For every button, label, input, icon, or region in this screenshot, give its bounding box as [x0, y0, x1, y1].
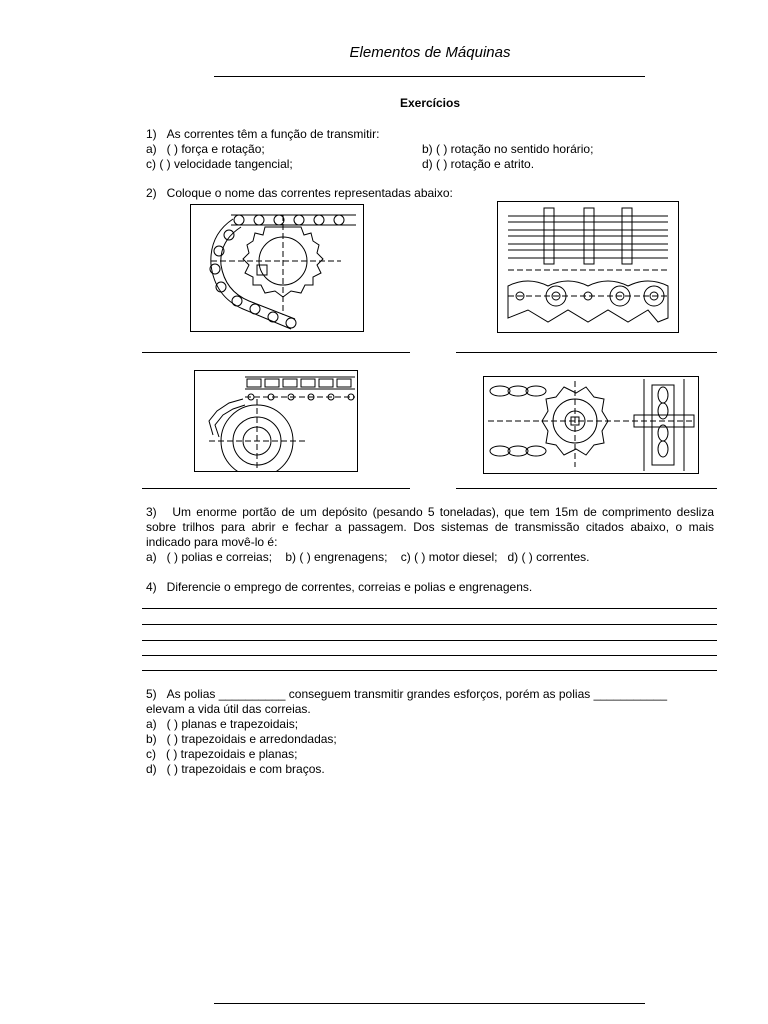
silent-chain-sprocket-drawing: [195, 371, 357, 471]
footer-rule: [214, 1003, 645, 1004]
header-rule: [214, 76, 645, 77]
q3-options: a) ( ) polias e correias; b) ( ) engrenagens; c) ( ) motor diesel; d) ( ) correntes.: [146, 550, 590, 564]
answer-line-figure-3[interactable]: [142, 488, 410, 489]
q5-line-1: 5) As polias __________ conseguem transmitir grandes esforços, porém as polias ___________: [146, 687, 667, 701]
q1-option-c: c) ( ) velocidade tangencial;: [146, 157, 293, 171]
q4-stem: 4) Diferencie o emprego de correntes, correias e polias e engrenagens.: [146, 580, 533, 594]
roller-chain-sprocket-drawing: [191, 205, 363, 331]
answer-line-figure-1[interactable]: [142, 352, 410, 353]
q1-stem: 1) As correntes têm a função de transmitir:: [146, 127, 380, 141]
page-header-title: Elementos de Máquinas: [349, 44, 511, 61]
q5-line-2: elevam a vida útil das correias.: [146, 702, 311, 716]
q5-option-c: c) ( ) trapezoidais e planas;: [146, 747, 298, 761]
chain-figure-3: [194, 370, 358, 472]
q3-stem: 3) Um enorme portão de um depósito (pesando 5 toneladas), que tem 15m de comprimento desliza sobre trilhos para abrir e fechar a passagem. Dos sistemas de transmissão citados abaixo, o mais indicado para movê-lo é:: [146, 505, 714, 549]
answer-line-figure-4[interactable]: [456, 488, 717, 489]
q5-option-a: a) ( ) planas e trapezoidais;: [146, 717, 299, 731]
q5-option-d: d) ( ) trapezoidais e com braços.: [146, 762, 325, 776]
link-chain-wheel-drawing: [484, 377, 698, 473]
plate-chain-drawing: [498, 202, 678, 332]
answer-line-q4-2[interactable]: [142, 624, 717, 625]
answer-line-q4-5[interactable]: [142, 670, 717, 671]
q1-option-d: d) ( ) rotação e atrito.: [422, 157, 535, 171]
answer-line-figure-2[interactable]: [456, 352, 717, 353]
chain-figure-4: [483, 376, 699, 474]
q1-option-a: a) ( ) força e rotação;: [146, 142, 265, 156]
chain-figure-1: [190, 204, 364, 332]
chain-figure-2: [497, 201, 679, 333]
answer-line-q4-4[interactable]: [142, 655, 717, 656]
q1-option-b: b) ( ) rotação no sentido horário;: [422, 142, 594, 156]
q2-stem: 2) Coloque o nome das correntes representadas abaixo:: [146, 186, 453, 200]
q5-option-b: b) ( ) trapezoidais e arredondadas;: [146, 732, 337, 746]
section-title: Exercícios: [399, 96, 461, 110]
answer-line-q4-3[interactable]: [142, 640, 717, 641]
answer-line-q4-1[interactable]: [142, 608, 717, 609]
